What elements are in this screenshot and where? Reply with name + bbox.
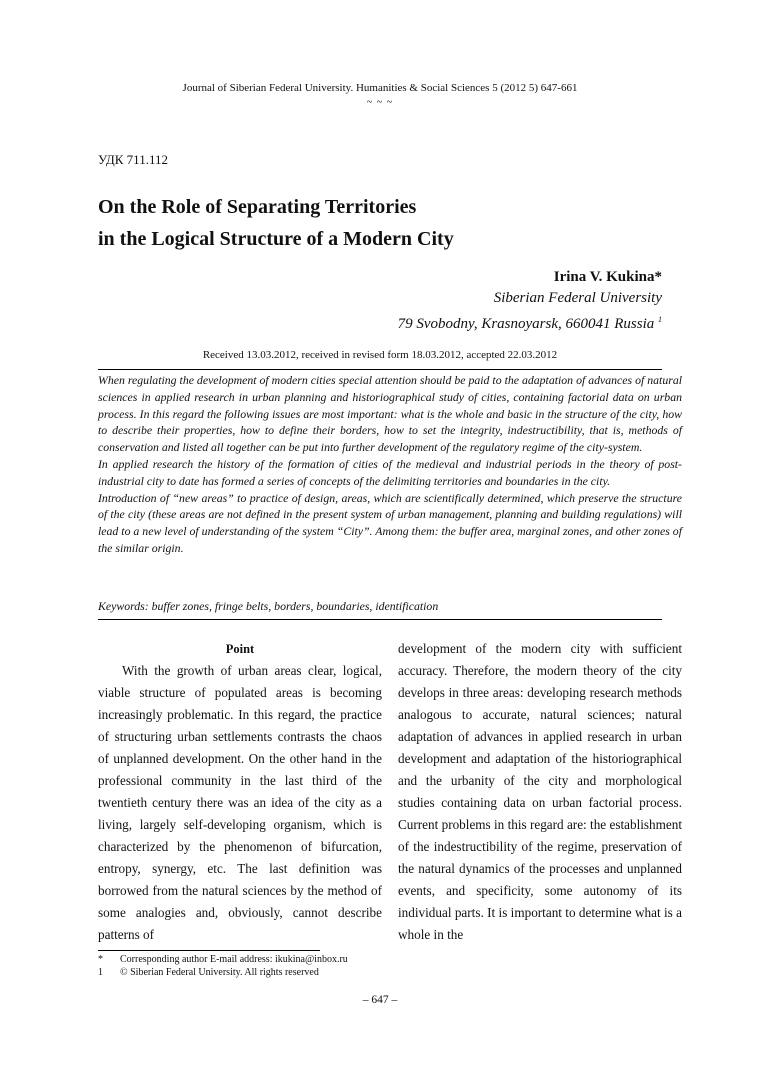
- udk-code: УДК 711.112: [98, 152, 168, 167]
- journal-header: Journal of Siberian Federal University. Humanities & Social Sciences 5 (2012 5) 647-661: [182, 82, 578, 94]
- footnote-mark: 1: [98, 967, 103, 978]
- footnote: [98, 967, 319, 979]
- author-affiliation: Siberian Federal University: [493, 290, 662, 306]
- body-text-right: development of the modern city with sufficient accuracy. Therefore, the modern theory of the city develops in three areas: developing research methods analogous to accurate, natural sciences; natural adaptation of advances in applied research in urban development and adaptation of the historiographical and the urbanity of the city and morphological studies containing data on urban factorial process. Current problems in this regard are: the establishment of the indestructibility of the regime, preservation of the natural dynamics of the processes and unplanned events, and specificity, some autonomy of its individual parts. It is important to determine what is a whole in the: [398, 641, 682, 942]
- received-dates: Received 13.03.2012, received in revised form 18.03.2012, accepted 22.03.2012: [202, 349, 558, 361]
- article-title: [98, 191, 454, 255]
- abstract-top-rule: [98, 369, 662, 370]
- abstract-paragraph-1: When regulating the development of modern cities special attention should be paid to the adaptation of advances of natural sciences in applied research in urban planning and historiographical study of cities, containing factorial data on urban process. In this regard the following issues are most important: what is the whole and basic in the structure of the city, how to describe their properties, how to define their borders, how to set the integrity, indestructibility, that is, methods of conservation and listed all together can be put into further development of the regulatory regime of the city-system.: [98, 373, 682, 455]
- address-note-mark: 1: [658, 315, 662, 324]
- author-name: Irina V. Kukina*: [553, 269, 662, 285]
- abstract-paragraph-3: Introduction of “new areas” to practice of design, areas, which are scientifically determined, which preserve the structure of the city (these areas are not defined in the present system of urban management, planning and building regulations) will lead to a new level of understanding of the system “City”. Among them: the buffer area, marginal zones, and other zones of the similar origin.: [98, 490, 682, 555]
- keywords-rule: [98, 619, 662, 620]
- footnote-mark: *: [98, 954, 103, 965]
- body-column-right: [398, 638, 682, 946]
- section-heading: Point: [225, 642, 255, 656]
- footnote-rule: [98, 950, 320, 951]
- author-block: [398, 267, 662, 335]
- author-address: 79 Svobodny, Krasnoyarsk, 660041 Russia: [397, 316, 655, 332]
- keywords: Keywords: buffer zones, fringe belts, borders, boundaries, identification: [98, 599, 439, 613]
- footnote: [98, 954, 348, 966]
- title-line-1: On the Role of Separating Territories: [98, 196, 417, 218]
- page-number: – 647 –: [362, 994, 398, 1006]
- title-line-2: in the Logical Structure of a Modern City: [98, 228, 454, 250]
- author-address-line: [398, 309, 662, 335]
- body-column-left: [98, 638, 382, 946]
- footnote-text: © Siberian Federal University. All rights reserved: [120, 967, 319, 978]
- abstract-paragraph-2: In applied research the history of the formation of cities of the medieval and industrial periods in the theory of post-industrial city to date has formed a series of concepts of the delimiting territories and boundaries in the city.: [98, 456, 682, 488]
- footnote-text: Corresponding author E-mail address: ikukina@inbox.ru: [120, 954, 348, 965]
- abstract: [98, 372, 682, 557]
- header-ornament: ~ ~ ~: [366, 97, 394, 108]
- body-text-left: With the growth of urban areas clear, logical, viable structure of populated areas is becoming increasingly problematic. In this regard, the practice of structuring urban settlements contrasts the chaos of unplanned development. On the other hand in the professional community in the last third of the twentieth century there was an idea of the city as a living, largely self-developing organism, which is characterized by the phenomenon of bifurcation, entropy, synergy, etc. The last definition was borrowed from the natural sciences by the method of some analogies and, obviously, cannot describe patterns of: [98, 663, 382, 942]
